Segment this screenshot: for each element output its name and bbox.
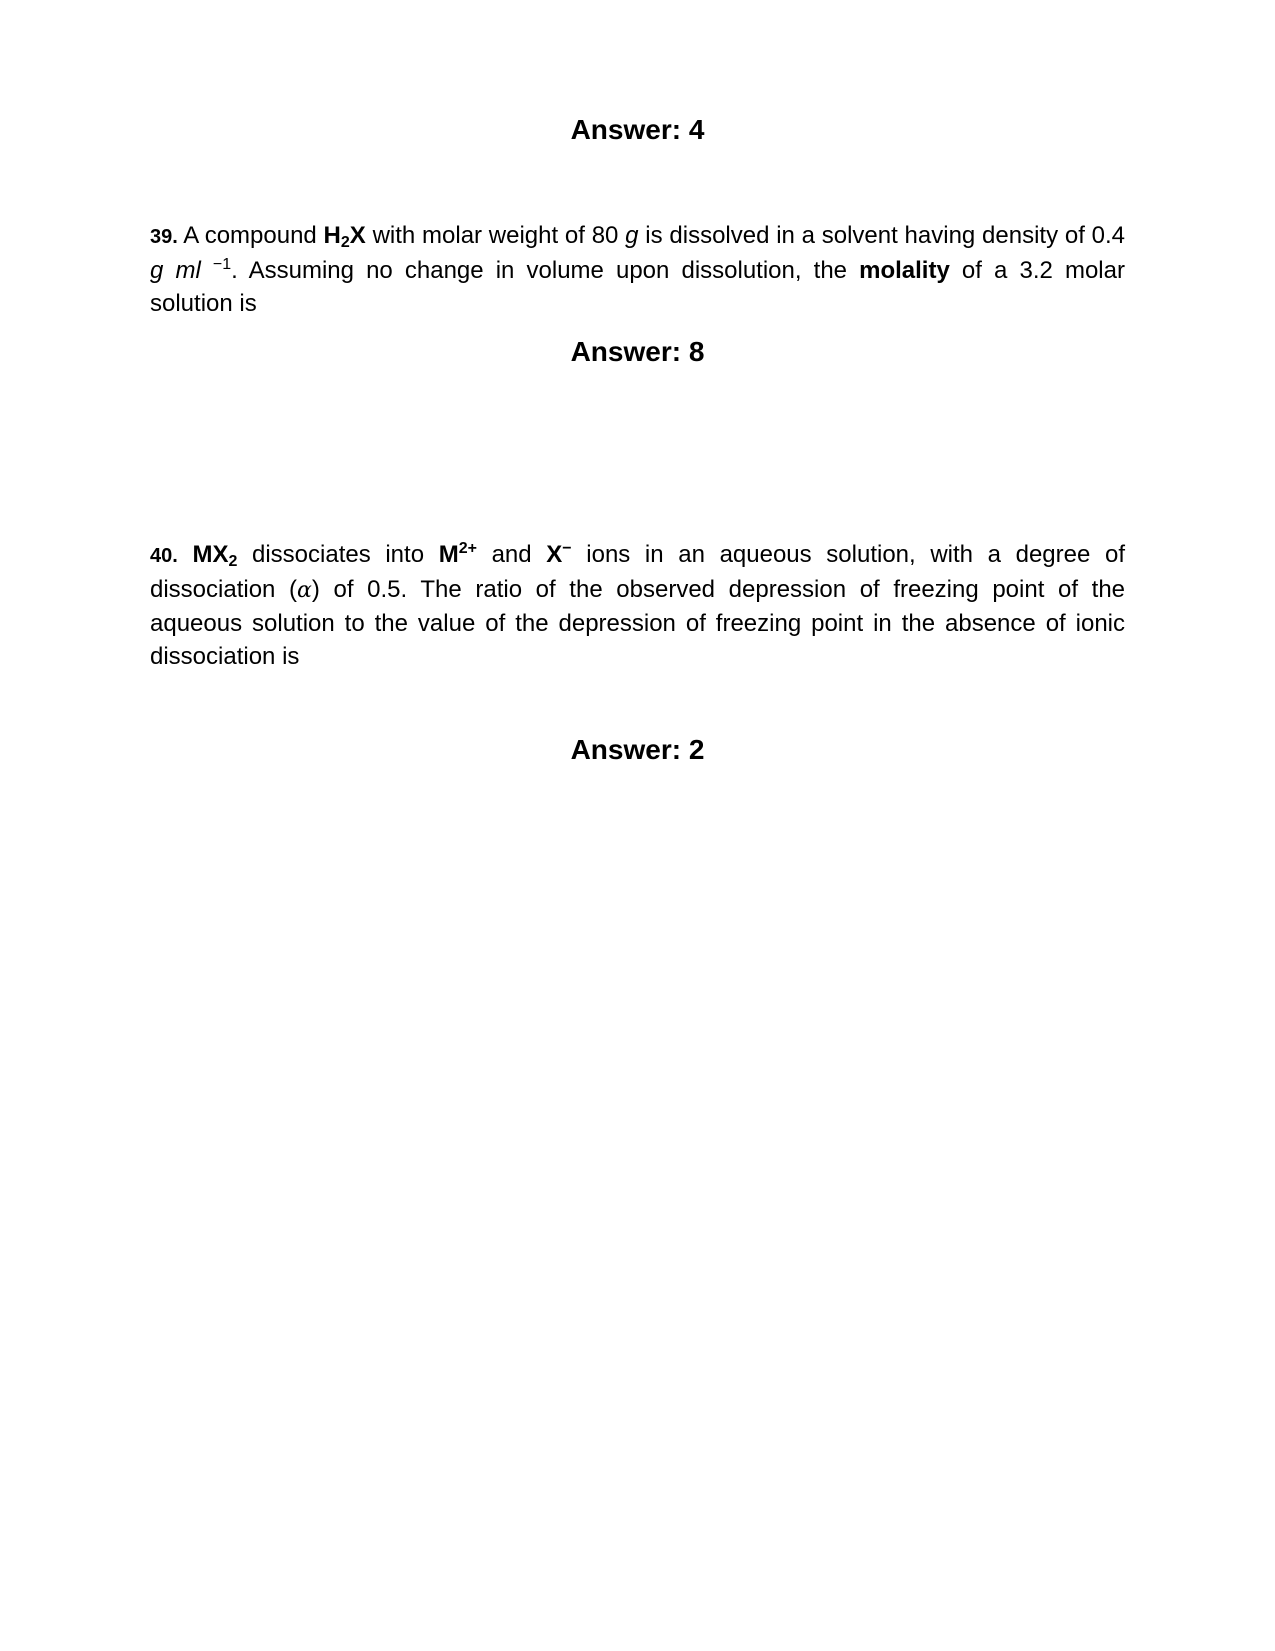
unit-ml: ml bbox=[175, 257, 201, 284]
formula-h2x: $H_2X$ bbox=[323, 222, 366, 251]
unit-g: g bbox=[625, 222, 639, 249]
formula-mx2: $MX_2$ bbox=[192, 541, 238, 570]
question-40: 40. $MX_2$ dissociates into $M^{2+}$ and X− ions in an aqueous solution, with a degree of dissociation (α) of 0.5. The ratio of the observed depression of freezing point of the aqueous solution to the value of the depression of freezing point in the absence of ionic dissociation is bbox=[150, 540, 1126, 670]
answer-2: Answer: 8 bbox=[570, 336, 705, 367]
alpha-symbol: α bbox=[297, 578, 312, 603]
ion-xminus: X− bbox=[546, 540, 572, 568]
ion-m2plus: $M^{2+}$ bbox=[438, 540, 477, 568]
question-number: 39. bbox=[150, 226, 178, 248]
question-number: 40. bbox=[150, 545, 178, 567]
term-molality: molality bbox=[859, 257, 950, 284]
answer-1: Answer: 4 bbox=[570, 114, 705, 145]
exponent: −1 bbox=[212, 256, 232, 273]
question-39: 39. A compound $H_2X$ with molar weight of 80 g is dissolved in a solvent having density of 0.4 g ml $^{-1}$. Assuming no change in volume upon dissolution, the molality of a 3.2 molar solution is bbox=[150, 222, 1125, 317]
answer-3: Answer: 2 bbox=[570, 734, 705, 765]
unit-g: g bbox=[150, 257, 164, 284]
